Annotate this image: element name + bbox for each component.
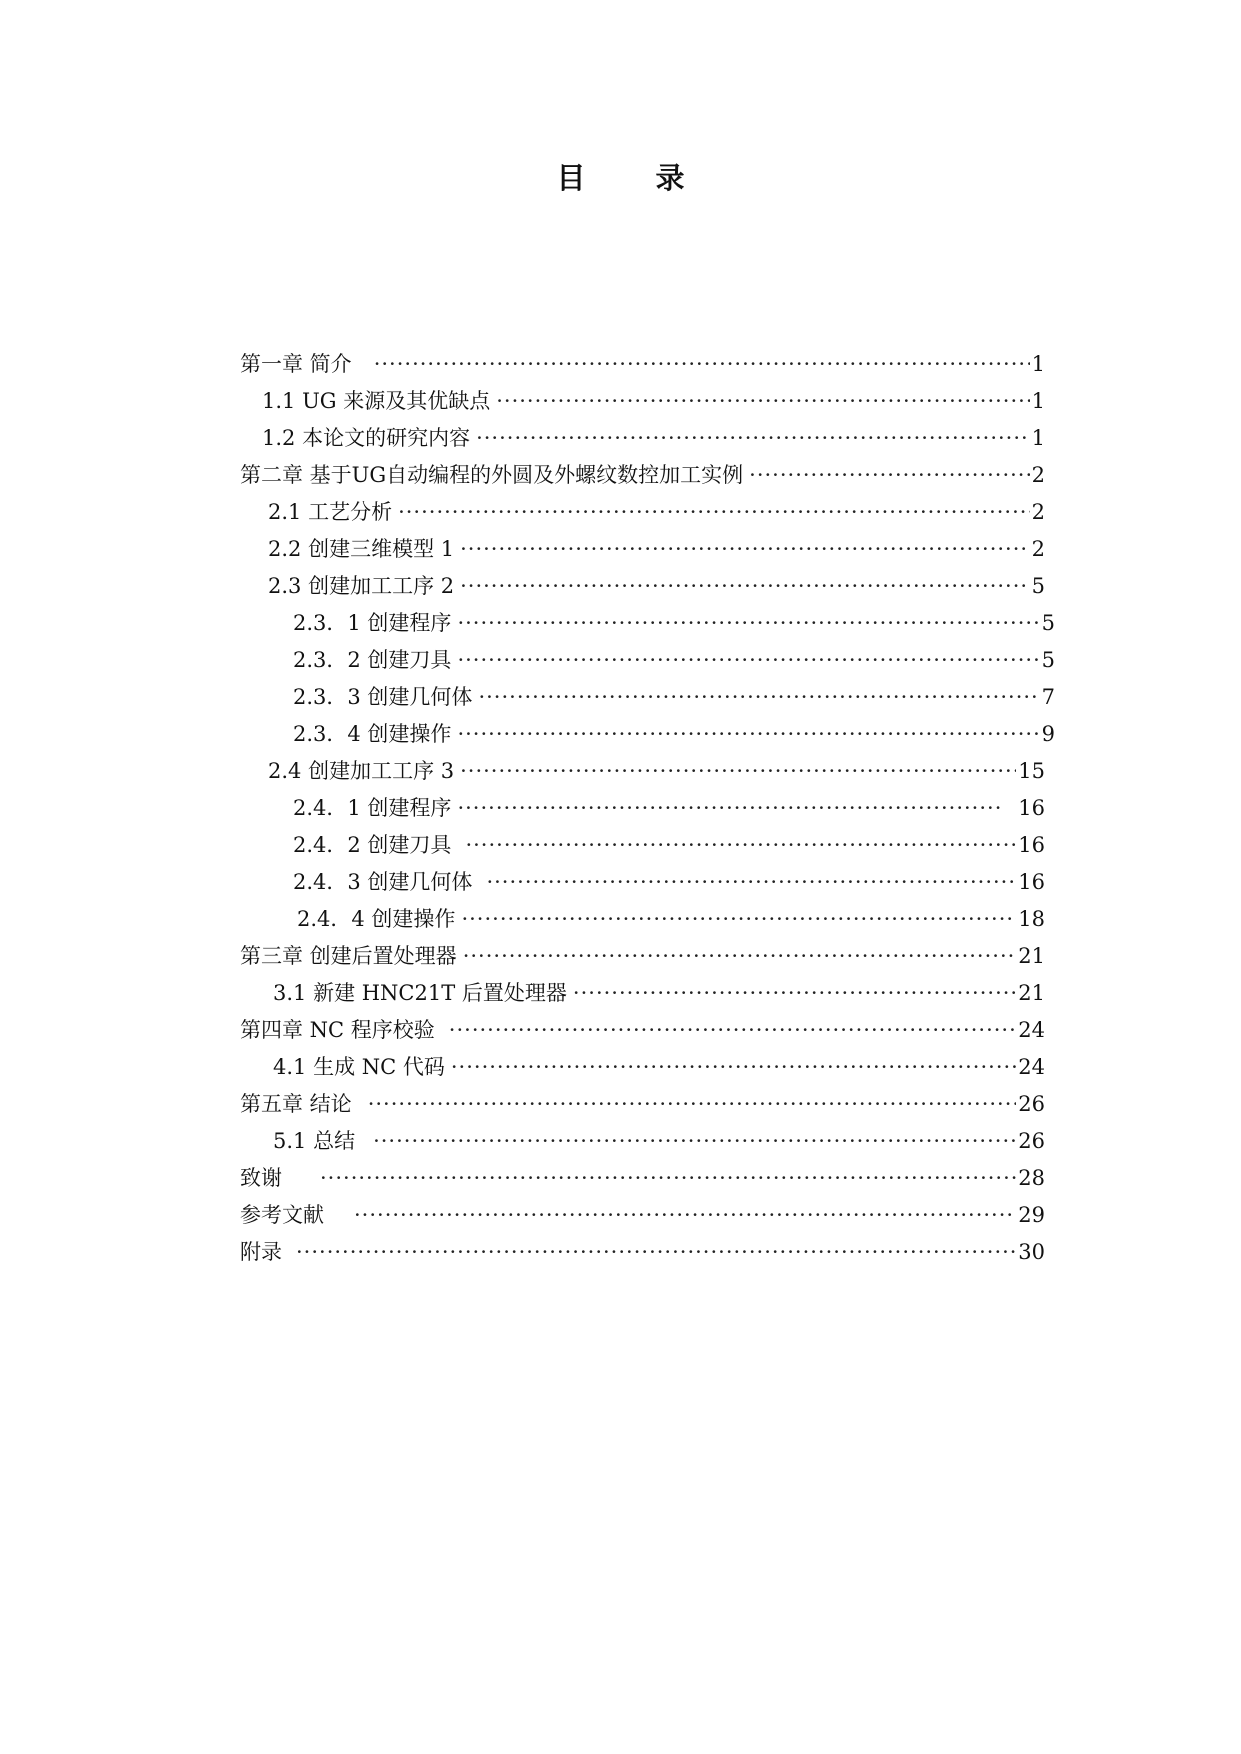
toc-entry-page: 30: [1018, 1240, 1045, 1264]
toc-entry-label: 2.3．1 创建程序: [293, 611, 452, 635]
toc-leader-dots: [451, 1049, 1016, 1086]
toc-entry[interactable]: [293, 642, 1055, 679]
toc-entry[interactable]: [293, 605, 1055, 642]
toc-entry-label: 2.3 创建加工工序 2: [268, 574, 455, 598]
page-title: 目 录: [556, 161, 715, 195]
toc-entry-page: 21: [1018, 981, 1045, 1005]
toc-entry-label: 第四章 NC 程序校验: [240, 1018, 435, 1042]
toc-entry-label: 4.1 生成 NC 代码: [273, 1055, 445, 1079]
toc-leader-dots: [465, 827, 1016, 864]
toc-entry-label: 第五章 结论: [240, 1092, 352, 1116]
toc-leader-dots: [373, 1123, 1016, 1160]
toc-entry-page: 7: [1041, 685, 1055, 709]
toc-entry-page: 26: [1018, 1129, 1045, 1153]
toc-entry-page: 16: [1018, 870, 1045, 894]
toc-entry-page: 24: [1018, 1018, 1045, 1042]
toc-entry-label: 2.4．4 创建操作: [297, 907, 456, 931]
toc-entry-page: 16: [1018, 796, 1045, 820]
toc-entry[interactable]: [268, 494, 1045, 531]
toc-entry-label: 第三章 创建后置处理器: [240, 944, 457, 968]
toc-entry-page: 1: [1031, 389, 1045, 413]
toc-entry[interactable]: [293, 790, 1045, 827]
toc-leader-dots: [449, 1012, 1016, 1049]
toc-entry-page: 5: [1041, 648, 1055, 672]
toc-leader-dots: [398, 494, 1030, 531]
toc-entry-page: 1: [1031, 426, 1045, 450]
toc-entry[interactable]: [262, 420, 1045, 457]
toc-entry-label: 2.4．3 创建几何体: [293, 870, 473, 894]
toc-leader-dots: [463, 938, 1017, 975]
toc-entry-label: 2.2 创建三维模型 1: [268, 537, 455, 561]
toc-leader-dots: [460, 568, 1030, 605]
toc-leader-dots: [460, 753, 1016, 790]
toc-leader-dots: [457, 790, 1004, 827]
toc-entry[interactable]: [273, 975, 1045, 1012]
toc-entry-page: 5: [1041, 611, 1055, 635]
toc-entry-page: 9: [1041, 722, 1055, 746]
toc-entry-page: 2: [1031, 500, 1045, 524]
toc-entry-page: 16: [1018, 833, 1045, 857]
toc-entry[interactable]: [240, 1234, 1045, 1271]
toc-entry-page: 18: [1018, 907, 1045, 931]
toc-entry-page: 5: [1031, 574, 1045, 598]
toc-leader-dots: [457, 642, 1039, 679]
toc-entry-page: 29: [1018, 1203, 1045, 1227]
toc-entry[interactable]: [293, 864, 1045, 901]
toc-leader-dots: [374, 346, 1030, 383]
toc-entry[interactable]: [273, 1049, 1045, 1086]
toc-leader-dots: [320, 1160, 1016, 1197]
toc-entry-label: 2.3．4 创建操作: [293, 722, 452, 746]
toc-entry-label: 5.1 总结: [273, 1129, 356, 1153]
toc-entry-label: 2.4 创建加工工序 3: [268, 759, 455, 783]
toc-entry-label: 2.1 工艺分析: [268, 500, 393, 524]
toc-entry-label: 参考文献: [240, 1203, 324, 1227]
toc-entry[interactable]: [240, 1197, 1045, 1234]
toc-entry[interactable]: [293, 827, 1045, 864]
toc-leader-dots: [368, 1086, 1017, 1123]
toc-entry-label: 2.3．3 创建几何体: [293, 685, 473, 709]
toc-leader-dots: [460, 531, 1030, 568]
toc-entry[interactable]: [268, 568, 1045, 605]
toc-leader-dots: [749, 457, 1029, 494]
toc-entry-label: 3.1 新建 HNC21T 后置处理器: [273, 981, 567, 1005]
toc-leader-dots: [478, 679, 1039, 716]
toc-entry-label: 第一章 简介: [240, 352, 352, 376]
toc-entry-page: 2: [1031, 463, 1045, 487]
toc-leader-dots: [496, 383, 1029, 420]
toc-entry-label: 1.1 UG 来源及其优缺点: [262, 389, 491, 413]
toc-entry[interactable]: [268, 753, 1045, 790]
toc-entry-label: 2.4．2 创建刀具: [293, 833, 452, 857]
toc-entry-page: 24: [1018, 1055, 1045, 1079]
toc-entry-page: 26: [1018, 1092, 1045, 1116]
toc-entry-label: 第二章 基于UG自动编程的外圆及外螺纹数控加工实例: [240, 463, 744, 487]
toc-entry[interactable]: [268, 531, 1045, 568]
toc-entry[interactable]: [262, 383, 1045, 420]
toc-entry-label: 2.4．1 创建程序: [293, 796, 452, 820]
toc-entry[interactable]: [240, 457, 1045, 494]
toc-leader-dots: [573, 975, 1016, 1012]
toc-entry-label: 致谢: [240, 1166, 282, 1190]
toc-leader-dots: [296, 1234, 1016, 1271]
toc-entry-page: 28: [1018, 1166, 1045, 1190]
toc-entry[interactable]: [240, 346, 1045, 383]
toc-entry-label: 附录: [240, 1240, 282, 1264]
toc-entry[interactable]: [240, 1160, 1045, 1197]
toc-entry-page: 15: [1018, 759, 1045, 783]
toc-entry-label: 1.2 本论文的研究内容: [262, 426, 471, 450]
toc-entry[interactable]: [293, 679, 1055, 716]
toc-leader-dots: [461, 901, 1016, 938]
toc-entry-page: 1: [1031, 352, 1045, 376]
toc-entry-page: 2: [1031, 537, 1045, 561]
toc-entry[interactable]: [273, 1123, 1045, 1160]
toc-leader-dots: [486, 864, 1016, 901]
toc-leader-dots: [457, 605, 1039, 642]
toc-entry-label: 2.3．2 创建刀具: [293, 648, 452, 672]
toc-leader-dots: [354, 1197, 1016, 1234]
toc-entry[interactable]: [240, 1012, 1045, 1049]
toc-entry[interactable]: [240, 938, 1045, 975]
toc-entry[interactable]: [297, 901, 1045, 938]
toc-leader-dots: [457, 716, 1039, 753]
toc-entry[interactable]: [293, 716, 1055, 753]
toc-entry-page: 21: [1018, 944, 1045, 968]
toc-leader-dots: [476, 420, 1030, 457]
toc-entry[interactable]: [240, 1086, 1045, 1123]
